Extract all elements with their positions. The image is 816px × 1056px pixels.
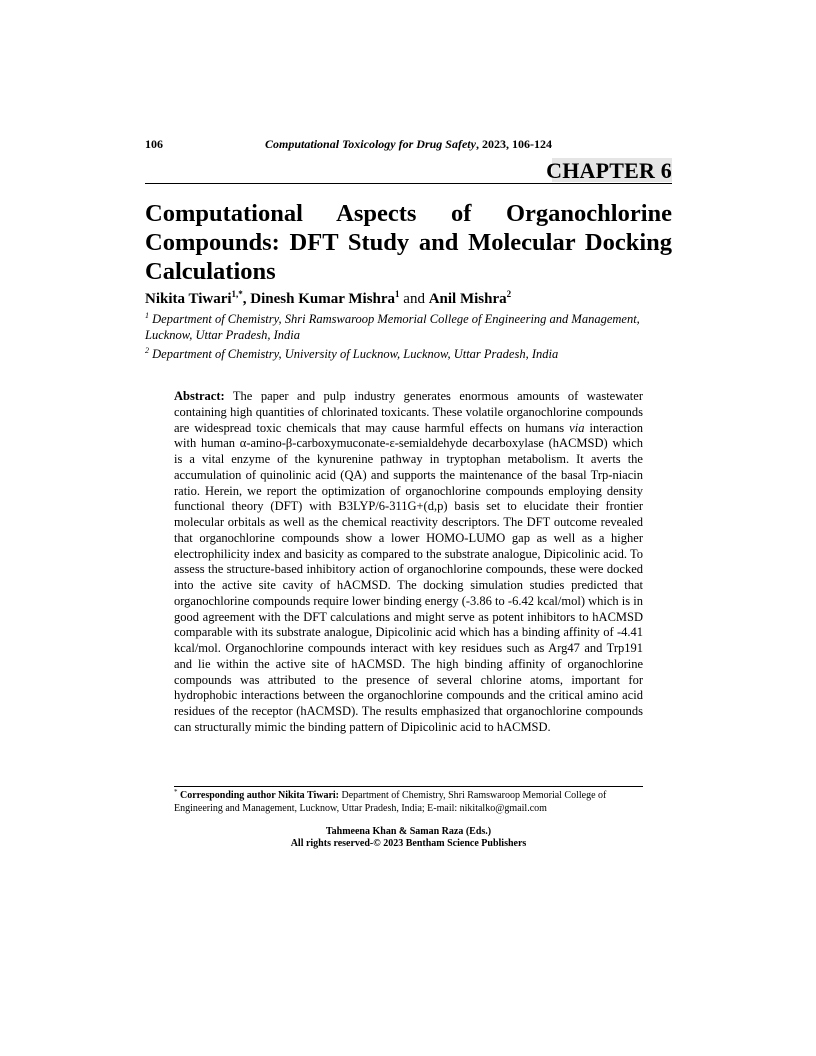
author-separator: , <box>242 291 251 307</box>
affiliation <box>145 311 672 343</box>
author-list <box>145 289 672 309</box>
abstract-text: interaction with human α-amino-β-carboxymuconate-ε-semialdehyde decarboxylase (hACMSD) which is a vital enzyme of the kynurenine pathway in tryptophan metabolism. It averts the accumulation of quinolinic acid (QA) and supports the maintenance of the basal Trp-niacin ratio. Herein, we report the optimization of organochlorine compounds employing density functional theory (DFT) with B3LYP/6-311G+(d,p) basis set to elucidate their frontier molecular orbitals as well as the chemical reactivity descriptors. The DFT outcome revealed that organochlorine compounds show a lower HOMO-LUMO gap as well as a higher electrophilicity index and basicity as compared to the substrate analogue, Dipicolinic acid. To assess the structure-based inhibitory action of organochlorine compounds, these were docked into the active site cavity of hACMSD. The docking simulation studies predicted that organochlorine compounds require lower binding energy (-3.86 to -6.42 kcal/mol) which is in good agreement with the DFT calculations and might serve as potent inhibitors to hACMSD comparable with its substrate analogue, Dipicolinic acid which has a binding affinity of -4.41 kcal/mol. Organochlorine compounds interact with key residues such as Arg47 and Trp191 and lie within the active site of hACMSD. The high binding affinity of organochlorine compounds was attributed to the presence of several chlorine atoms, important for hydrophobic interactions between the organochlorine compounds and the critical amino acid residues of the receptor (hACMSD). The results emphasized that organochlorine compounds can structurally mimic the binding pattern of Dipicolinic acid to hACMSD. <box>174 420 643 734</box>
author-affiliation-marker: 2 <box>506 289 512 299</box>
affiliation-text: Department of Chemistry, Shri Ramswaroop Memorial College of Engineering and Management, Lucknow, Uttar Pradesh, India <box>145 312 640 342</box>
author-separator: and <box>399 291 429 307</box>
chapter-label: CHAPTER 6 <box>546 158 672 183</box>
running-header <box>145 137 672 152</box>
chapter-title: Computational Aspects of Organochlorine Compounds: DFT Study and Molecular Docking Calculations <box>145 200 672 285</box>
abstract-text: The paper and pulp industry generates enormous amounts of wastewater containing high quantities of chlorinated toxicants. These volatile organochlorine compounds are widespread toxic chemicals that may cause harmful effects on humans <box>174 389 643 435</box>
journal-citation: , 2023, 106-124 <box>475 137 552 151</box>
affiliation-text: Department of Chemistry, University of Lucknow, Lucknow, Uttar Pradesh, India <box>149 347 559 361</box>
editors-line: Tahmeena Khan & Saman Raza (Eds.) <box>325 826 492 837</box>
abstract <box>174 389 643 736</box>
footnote-text: Department of Chemistry, Shri Ramswaroop Memorial College of Engineering and Management, Lucknow, Uttar Pradesh, India; E-mail: nikitalko@gmail.com <box>174 790 607 814</box>
copyright-line: All rights reserved-© 2023 Bentham Science Publishers <box>290 838 527 849</box>
affiliation-marker: 1 <box>145 311 149 320</box>
author-affiliation-marker: 1 <box>395 289 400 299</box>
author-affiliation-marker: 1,* <box>231 289 243 299</box>
affiliation-marker: 2 <box>145 346 149 355</box>
journal-title: Computational Toxicology for Drug Safety <box>265 137 476 151</box>
corresponding-author-footnote <box>174 789 643 815</box>
author-name: Anil Mishra <box>428 291 507 307</box>
author-name: Dinesh Kumar Mishra <box>250 291 396 307</box>
abstract-label: Abstract: <box>174 389 225 403</box>
author-name: Nikita Tiwari <box>145 291 232 307</box>
abstract-italic-term: via <box>569 420 585 435</box>
footnote-rule <box>174 786 643 787</box>
header-rule <box>145 183 672 184</box>
footnote-marker: * <box>174 788 178 796</box>
affiliation <box>145 346 672 362</box>
footnote-label: Corresponding author Nikita Tiwari: <box>177 790 340 801</box>
page-number: 106 <box>145 137 163 151</box>
